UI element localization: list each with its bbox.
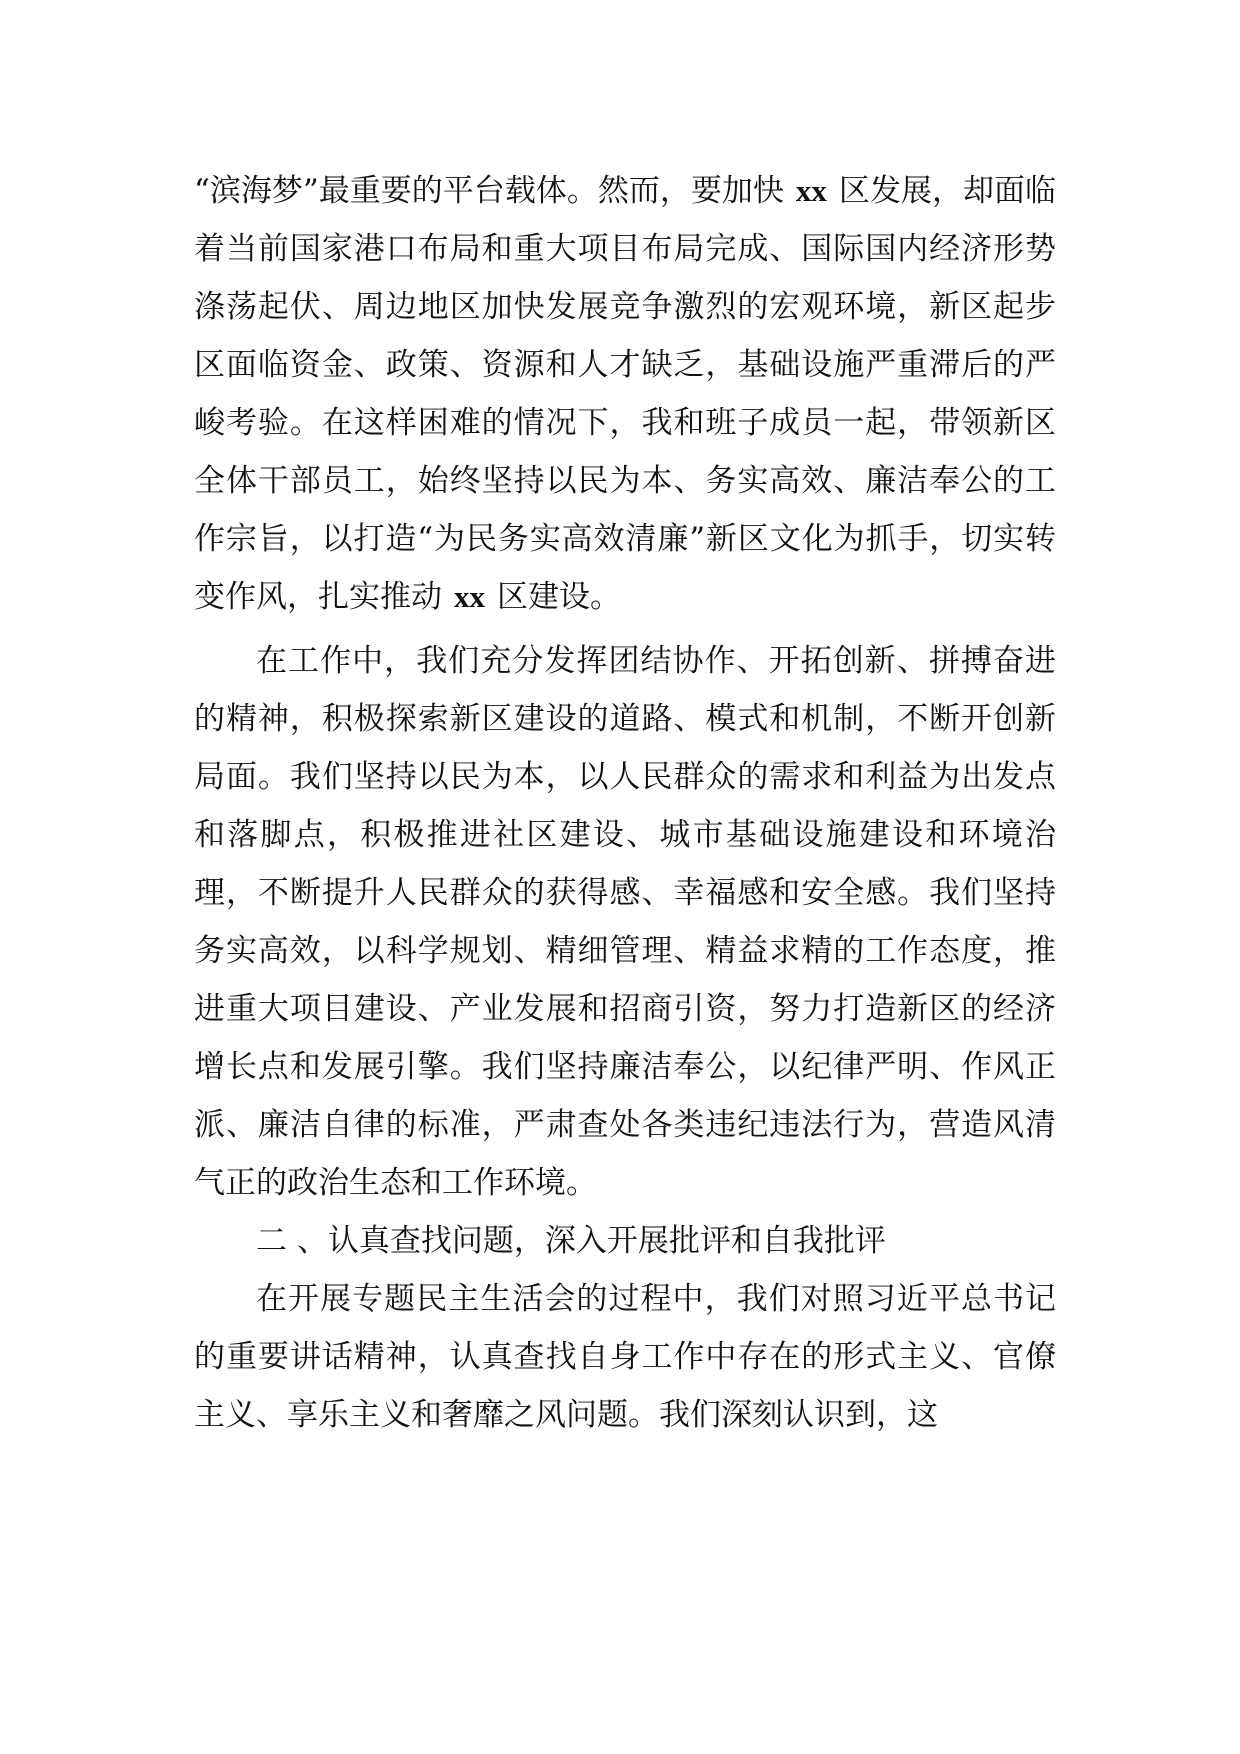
- placeholder-xx-2: xx: [454, 579, 485, 614]
- paragraph-2: 在工作中，我们充分发挥团结协作、开拓创新、拼搏奋进的精神，积极探索新区建设的道路、模式和机制，不断开创新局面。我们坚持以民为本，以人民群众的需求和利益为出发点和落脚点，积极推进社区建设、城市基础设施建设和环境治理，不断提升人民群众的获得感、幸福感和安全感。我们坚持务实高效，以科学规划、精细管理、精益求精的工作态度，推进重大项目建设、产业发展和招商引资，努力打造新区的经济增长点和发展引擎。我们坚持廉洁奉公，以纪律严明、作风正派、廉洁自律的标准，严肃查处各类违纪违法行为，营造风清气正的政治生态和工作环境。: [194, 643, 1056, 1201]
- paragraph-1-part-1: “滨海梦”最重要的平台载体。然而，要加快: [194, 173, 784, 209]
- paragraph-1: [194, 162, 1056, 626]
- section-heading-2: 二 、认真查找问题，深入开展批评和自我批评: [256, 1223, 886, 1259]
- placeholder-xx-1: xx: [795, 173, 827, 208]
- paragraph-1-part-3: 区建设。: [497, 579, 621, 615]
- paragraph-3: 在开展专题民主生活会的过程中，我们对照习近平总书记的重要讲话精神，认真查找自身工作中存在的形式主义、官僚主义、享乐主义和奢靡之风问题。我们深刻认识到，这: [194, 1281, 1056, 1433]
- paragraph-1-part-2: 区发展，却面临着当前国家港口布局和重大项目布局完成、国际国内经济形势涤荡起伏、周边地区加快发展竞争激烈的宏观环境，新区起步区面临资金、政策、资源和人才缺乏，基础设施严重滞后的严峻考验。在这样困难的情况下，我和班子成员一起，带领新区全体干部员工，始终坚持以民为本、务实高效、廉洁奉公的工作宗旨，以打造“为民务实高效清廉”新区文化为抓手，切实转变作风，扎实推动: [194, 173, 1056, 615]
- document-body: [194, 162, 1056, 1444]
